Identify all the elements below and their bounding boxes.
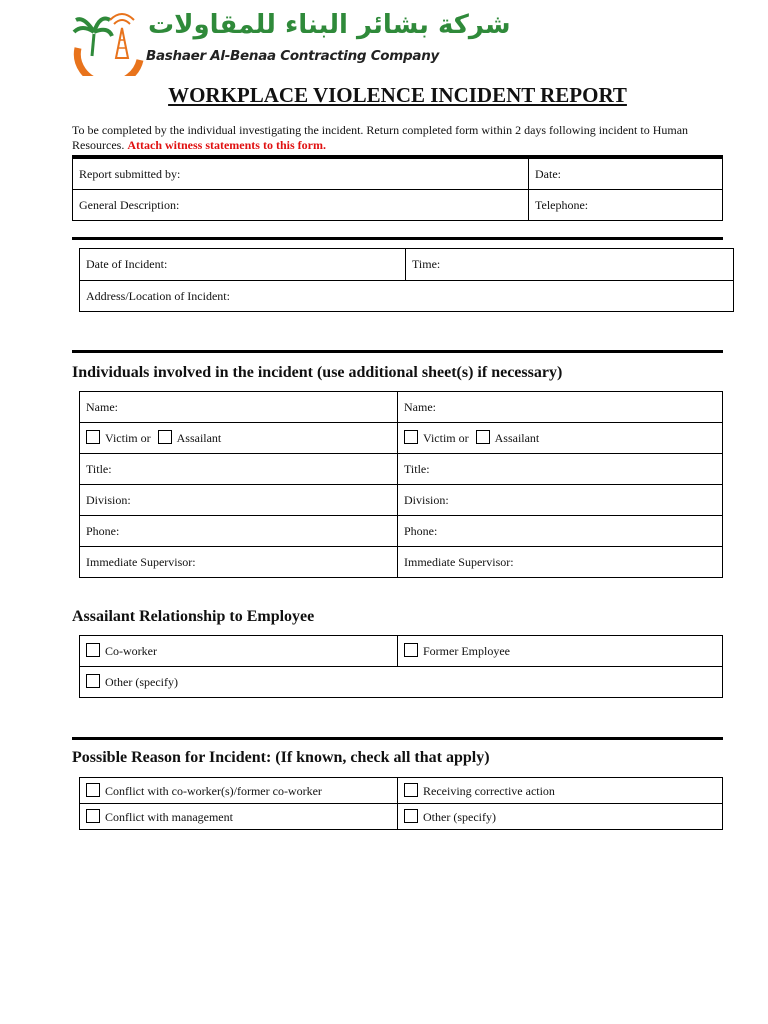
supervisor-label: Immediate Supervisor: [86,554,196,569]
page-title: WORKPLACE VIOLENCE INCIDENT REPORT [168,83,627,107]
role-cell-2 [398,423,723,454]
reason-other-checkbox[interactable] [404,809,418,823]
report-table [72,158,723,221]
report-submitted-by-label: Report submitted by: [79,166,181,181]
divider [72,237,723,240]
intro-warning: Attach witness statements to this form. [127,138,326,152]
assailant-checkbox[interactable] [476,430,490,444]
coworker-option[interactable] [80,636,398,667]
corrective-action-label: Receiving corrective action [423,783,555,798]
conflict-coworker-label: Conflict with co-worker(s)/former co-worker [105,783,322,798]
incident-table [79,248,734,312]
intro-text [72,123,712,153]
phone-label: Phone: [404,523,438,538]
general-description-label: General Description: [79,197,180,212]
reason-other-label: Other (specify) [423,809,496,824]
reasons-table [79,777,723,830]
role-cell-1 [80,423,398,454]
intro-instructions: To be completed by the individual investigating the incident. Return completed form within 2 days following incident to Human Resources. [72,123,689,152]
former-employee-label: Former Employee [423,644,510,658]
supervisor-label: Immediate Supervisor: [404,554,514,569]
coworker-checkbox[interactable] [86,643,100,657]
incident-time-label: Time: [412,257,441,271]
individuals-table [79,391,723,578]
relationship-other-label: Other (specify) [105,675,178,689]
former-employee-option[interactable] [398,636,723,667]
company-logo [70,8,511,76]
supervisor-field-2[interactable] [398,547,723,578]
logo-emblem-icon [70,8,148,76]
relationship-other-checkbox[interactable] [86,674,100,688]
reasons-heading: Possible Reason for Incident: (If known, check all that apply) [72,749,490,766]
title-field-2[interactable] [398,454,723,485]
corrective-action-option[interactable] [398,778,723,804]
division-label: Division: [86,492,131,507]
coworker-label: Co-worker [105,644,157,658]
name-label: Name: [404,399,436,414]
relationship-table [79,635,723,698]
phone-field-2[interactable] [398,516,723,547]
telephone-field[interactable] [529,190,723,221]
reason-other-option[interactable] [398,804,723,830]
individuals-heading: Individuals involved in the incident (use additional sheet(s) if necessary) [72,364,563,381]
incident-address-field[interactable] [80,281,734,312]
name-field-1[interactable] [80,392,398,423]
assailant-label: Assailant [176,431,222,445]
division-field-1[interactable] [80,485,398,516]
logo-arabic-name: شركة بشائر البناء للمقاولات [148,10,511,40]
conflict-coworker-option[interactable] [80,778,398,804]
corrective-action-checkbox[interactable] [404,783,418,797]
conflict-management-checkbox[interactable] [86,809,100,823]
relationship-heading: Assailant Relationship to Employee [72,608,315,625]
name-label: Name: [86,399,118,414]
assailant-checkbox[interactable] [158,430,172,444]
incident-time-field[interactable] [406,249,734,281]
division-label: Division: [404,492,449,507]
phone-field-1[interactable] [80,516,398,547]
title-field-1[interactable] [80,454,398,485]
divider [72,737,723,740]
conflict-management-label: Conflict with management [105,809,233,824]
telephone-label: Telephone: [535,197,589,212]
supervisor-field-1[interactable] [80,547,398,578]
conflict-coworker-checkbox[interactable] [86,783,100,797]
incident-address-label: Address/Location of Incident: [86,288,230,303]
assailant-label: Assailant [494,431,540,445]
divider [72,350,723,353]
victim-label: Victim or [105,431,151,445]
relationship-other-option[interactable] [80,667,723,698]
victim-checkbox[interactable] [86,430,100,444]
logo-english-name: Bashaer Al-Benaa Contracting Company [146,48,440,64]
title-label: Title: [404,461,430,476]
report-submitted-by-field[interactable] [73,159,529,190]
title-label: Title: [86,461,112,476]
conflict-management-option[interactable] [80,804,398,830]
general-description-field[interactable] [73,190,529,221]
victim-label: Victim or [423,431,469,445]
victim-checkbox[interactable] [404,430,418,444]
division-field-2[interactable] [398,485,723,516]
phone-label: Phone: [86,523,120,538]
date-of-incident-field[interactable] [80,249,406,281]
report-date-label: Date: [535,166,561,181]
date-of-incident-label: Date of Incident: [86,257,168,271]
name-field-2[interactable] [398,392,723,423]
former-employee-checkbox[interactable] [404,643,418,657]
report-date-field[interactable] [529,159,723,190]
